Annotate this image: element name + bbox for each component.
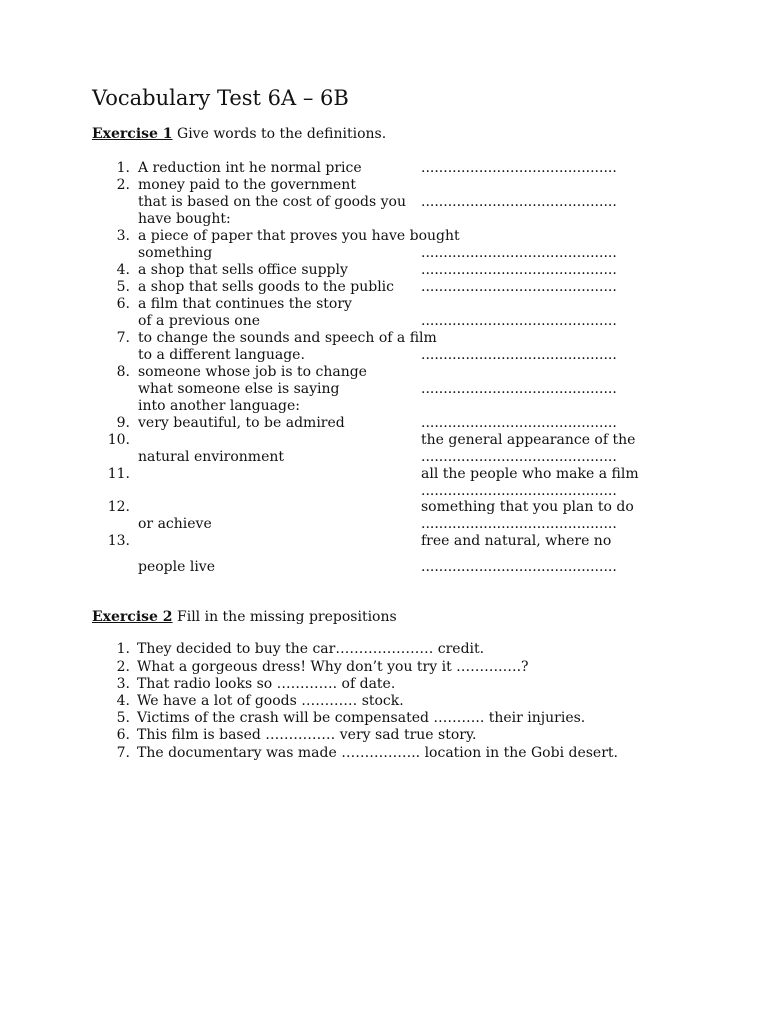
answer-blank: ............................................ [421,160,617,176]
exercise1-instruction: Give words to the definitions. [172,126,387,142]
answer-blank: ............................................ [421,313,617,329]
answer-blank: ............................................ [421,194,617,210]
item-number: 6. [116,296,130,312]
item-number: 2. [116,659,130,675]
definition-text: to change the sounds and speech of a film [138,330,437,346]
sentence-text: What a gorgeous dress! Why don’t you try it ……….….? [137,659,529,675]
page-title: Vocabulary Test 6A – 6B [92,86,349,110]
exercise1-label: Exercise 1 [92,126,173,142]
sentence-text: The documentary was made …………….. location in the Gobi desert. [137,745,618,761]
definition-text: what someone else is saying [138,381,340,397]
item-number: 10. [107,432,130,448]
sentence-text: Victims of the crash will be compensated ……….. their injuries. [137,710,586,726]
exercise2-instruction: Fill in the missing prepositions [172,609,397,625]
item-number: 1. [116,160,130,176]
answer-blank: ............................................ [421,483,617,499]
answer-blank: ............................................ [421,415,617,431]
item-number: 11. [107,466,130,482]
definition-text: that is based on the cost of goods you [138,194,407,210]
item-number: 5. [116,279,130,295]
answer-blank: ............................................ [421,559,617,575]
answer-blank: ............................................ [421,245,617,261]
definition-text: a shop that sells office supply [138,262,348,278]
item-number: 6. [116,727,130,743]
definition-text: the general appearance of the [421,432,636,448]
definition-text: natural environment [138,449,285,465]
definition-text: someone whose job is to change [138,364,367,380]
answer-blank: ............................................ [421,449,617,465]
definition-text: something [138,245,213,261]
item-number: 13. [107,533,130,549]
definition-text: or achieve [138,516,212,532]
definition-text: A reduction int he normal price [138,160,362,176]
definition-text: people live [138,559,215,575]
definition-text: a film that continues the story [138,296,352,312]
exercise2-heading [92,609,397,625]
definition-text: very beautiful, to be admired [138,415,345,431]
exercise1-heading [92,126,386,142]
item-number: 1. [116,641,130,657]
item-number: 8. [116,364,130,380]
definition-text: a shop that sells goods to the public [138,279,394,295]
item-number: 4. [116,693,130,709]
definition-text: all the people who make a film [421,466,639,482]
answer-blank: ............................................ [421,279,617,295]
item-number: 5. [116,710,130,726]
definition-text: something that you plan to do [421,499,634,515]
item-number: 12. [107,499,130,515]
definition-text: a piece of paper that proves you have bought [138,228,460,244]
definition-text: free and natural, where no [421,533,612,549]
definition-text: into another language: [138,398,300,414]
item-number: 7. [116,330,130,346]
answer-blank: ............................................ [421,262,617,278]
answer-blank: ............................................ [421,516,617,532]
definition-text: to a different language. [138,347,305,363]
item-number: 3. [116,676,130,692]
sentence-text: This film is based …………… very sad true story. [137,727,477,743]
item-number: 2. [116,177,130,193]
item-number: 3. [116,228,130,244]
answer-blank: ............................................ [421,381,617,397]
definition-text: money paid to the government [138,177,356,193]
sentence-text: That radio looks so …………. of date. [137,676,396,692]
sentence-text: We have a lot of goods ………… stock. [137,693,404,709]
answer-blank: ............................................ [421,347,617,363]
sentence-text: They decided to buy the car………………… credit. [137,641,485,657]
item-number: 4. [116,262,130,278]
definition-text: of a previous one [138,313,260,329]
item-number: 9. [116,415,130,431]
definition-text: have bought: [138,211,231,227]
exercise2-label: Exercise 2 [92,609,173,625]
item-number: 7. [116,745,130,761]
